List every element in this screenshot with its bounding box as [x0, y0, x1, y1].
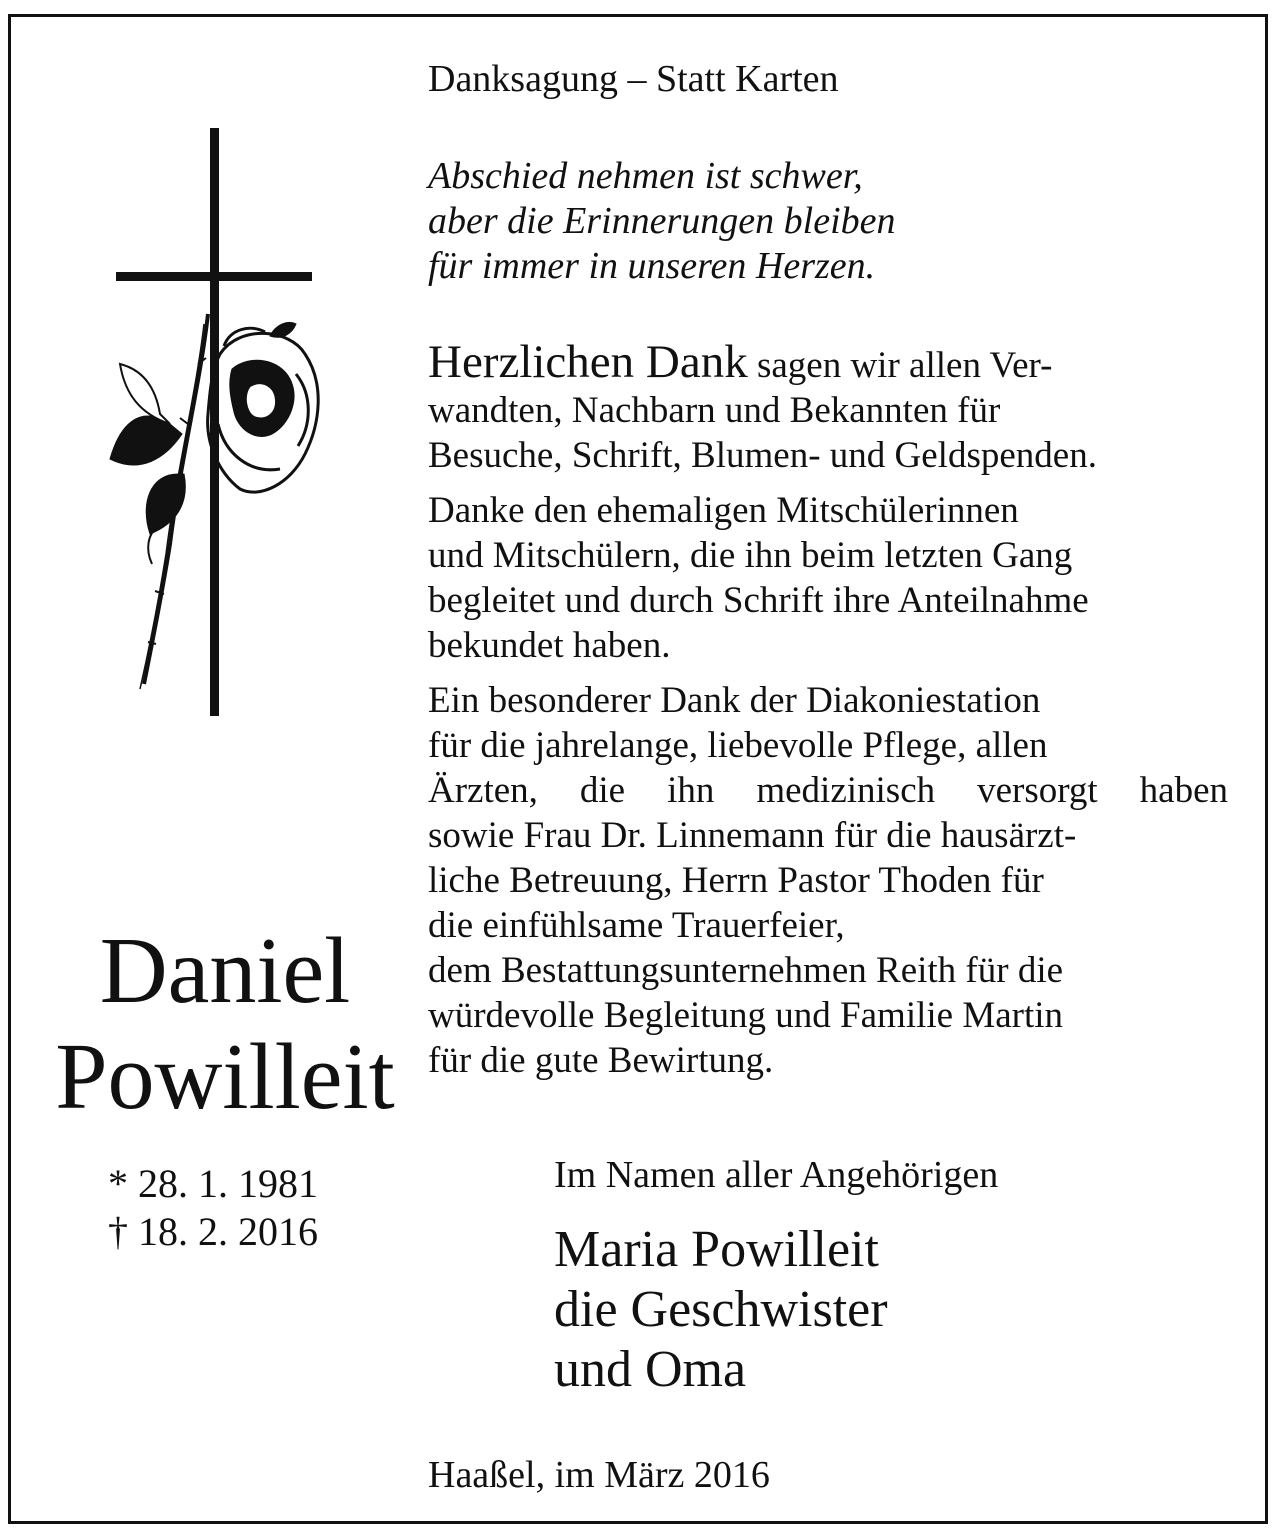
thanks-line: bekundet haben. — [428, 625, 671, 666]
notice-heading: Danksagung – Statt Karten — [428, 58, 839, 100]
thanks-line: wandten, Nachbarn und Bekannten für — [428, 390, 1001, 431]
thanks-line: für die jahrelange, liebevolle Pflege, allen — [428, 725, 1048, 766]
life-dates — [108, 1160, 318, 1256]
thanks-line: Ein besonderer Dank der Diakoniestation — [428, 680, 1041, 721]
thanks-line: die einfühlsame Trauerfeier, — [428, 905, 845, 946]
deceased-last-name: Powilleit — [55, 1025, 395, 1129]
motto-quote — [428, 154, 896, 289]
family-name-line: Maria Powilleit — [554, 1221, 879, 1278]
thanks-line: begleitet und durch Schrift ihre Anteilnahme — [428, 580, 1089, 621]
thanks-line: Ärzten, die ihn medizinisch versorgt haben — [428, 770, 1228, 811]
deceased-name — [30, 918, 420, 1130]
thanks-paragraph-3 — [428, 678, 1228, 1083]
cross-with-rose-icon — [100, 124, 340, 724]
death-date: † 18. 2. 2016 — [108, 1209, 318, 1254]
thanks-line: Danke den ehemaligen Mitschülerinnen — [428, 490, 1019, 531]
thanks-line: würdevolle Begleitung und Familie Martin — [428, 995, 1064, 1036]
thanks-line: für die gute Bewirtung. — [428, 1040, 774, 1081]
deceased-first-name: Daniel — [99, 919, 351, 1023]
motto-line: für immer in unseren Herzen. — [428, 245, 876, 287]
thanks-line: und Mitschülern, die ihn beim letzten Gang — [428, 535, 1073, 576]
family-name-line: die Geschwister — [554, 1281, 888, 1338]
place-and-date: Haaßel, im März 2016 — [428, 1454, 770, 1496]
family-intro: Im Namen aller Angehörigen — [554, 1154, 999, 1196]
motto-line: Abschied nehmen ist schwer, — [428, 155, 863, 197]
thanks-line: sowie Frau Dr. Linnemann für die hausärzt- — [428, 815, 1077, 856]
thanks-line: dem Bestattungsunternehmen Reith für die — [428, 950, 1064, 991]
thanks-line: liche Betreuung, Herrn Pastor Thoden für — [428, 860, 1044, 901]
family-name-line: und Oma — [554, 1341, 747, 1398]
thanks-text — [428, 336, 1228, 1093]
thanks-lead: Herzlichen Dank — [428, 336, 748, 388]
thanks-line — [428, 336, 1228, 388]
thanks-paragraph-1 — [428, 336, 1228, 478]
motto-line: aber die Erinnerungen bleiben — [428, 200, 896, 242]
thanks-line-text: sagen wir allen Ver- — [747, 345, 1053, 386]
family-names — [554, 1220, 888, 1400]
thanks-paragraph-2 — [428, 488, 1228, 668]
birth-date: * 28. 1. 1981 — [108, 1161, 318, 1206]
thanks-line: Besuche, Schrift, Blumen- und Geldspenden. — [428, 435, 1097, 476]
